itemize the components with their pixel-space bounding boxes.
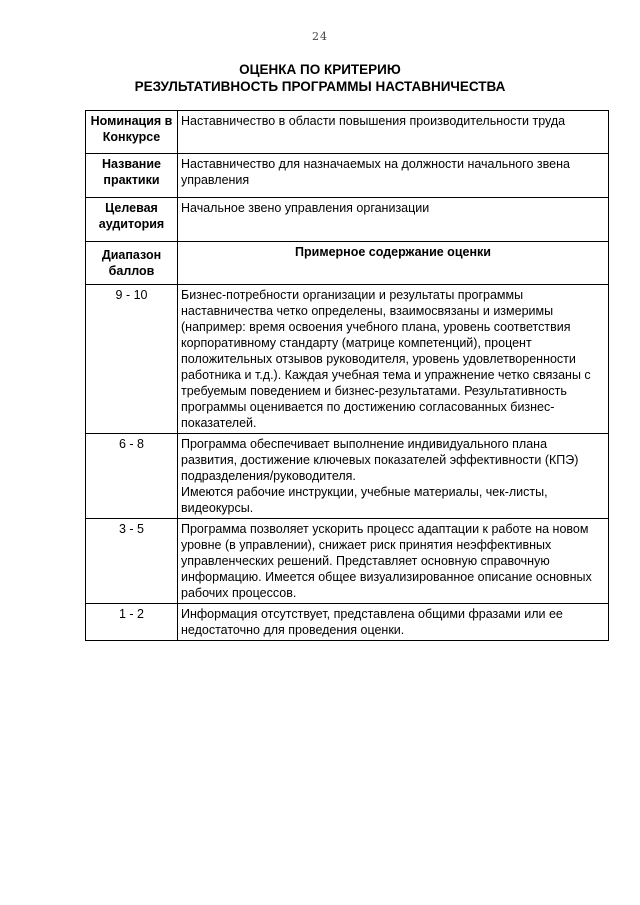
score-range: 9 - 10 xyxy=(86,285,178,434)
criteria-table xyxy=(85,110,609,641)
table-row xyxy=(86,519,609,604)
score-range: 3 - 5 xyxy=(86,519,178,604)
audience-row xyxy=(86,198,609,242)
score-range: 1 - 2 xyxy=(86,604,178,641)
table-row xyxy=(86,434,609,519)
title-line-2: РЕЗУЛЬТАТИВНОСТЬ ПРОГРАММЫ НАСТАВНИЧЕСТВА xyxy=(134,79,506,94)
practice-label: Название практики xyxy=(86,154,178,198)
score-range: 6 - 8 xyxy=(86,434,178,519)
score-description: Бизнес-потребности организации и результаты программы наставничества четко определены, взаимосвязаны и измеримы (например: время освоения учебного плана, уровень соответствия корпоративному стандарту (матрице компетенций), процент положительных отзывов руководителя, уровень удовлетворенности работника и т.д.). Каждая учебная тема и упражнение четко связаны с требуемым поведением и бизнес-результатами. Результативность программы оценивается по достижению согласованных бизнес-показателей. xyxy=(178,285,609,434)
score-description: Информация отсутствует, представлена общими фразами или ее недостаточно для проведения оценки. xyxy=(178,604,609,641)
nomination-row xyxy=(86,111,609,154)
title-line-1: ОЦЕНКА ПО КРИТЕРИЮ xyxy=(239,62,401,77)
practice-row xyxy=(86,154,609,198)
content-header: Примерное содержание оценки xyxy=(178,242,609,285)
page-number: 24 xyxy=(312,30,328,43)
score-description-part-2: Имеются рабочие инструкции, учебные материалы, чек-листы, видеокурсы. xyxy=(181,485,548,515)
score-description: Программа позволяет ускорить процесс адаптации к работе на новом уровне (в управлении), снижает риск принятия неэффективных управленческих решений. Представляет основную справочную информацию. Имеется общее визуализированное описание основных рабочих процессов. xyxy=(178,519,609,604)
table-row xyxy=(86,604,609,641)
table-row xyxy=(86,285,609,434)
score-range-header: Диапазон баллов xyxy=(86,242,178,285)
nomination-label: Номинация в Конкурсе xyxy=(86,111,178,154)
score-description-part-1: Программа обеспечивает выполнение индивидуального плана развития, достижение ключевых показателей эффективности (КПЭ) подразделения/руководителя. xyxy=(181,437,579,483)
score-description xyxy=(178,434,609,519)
score-header-row xyxy=(86,242,609,285)
practice-value: Наставничество для назначаемых на должности начального звена управления xyxy=(178,154,609,198)
audience-value: Начальное звено управления организации xyxy=(178,198,609,242)
document-title xyxy=(0,61,640,95)
nomination-value: Наставничество в области повышения производительности труда xyxy=(178,111,609,154)
audience-label: Целевая аудитория xyxy=(86,198,178,242)
